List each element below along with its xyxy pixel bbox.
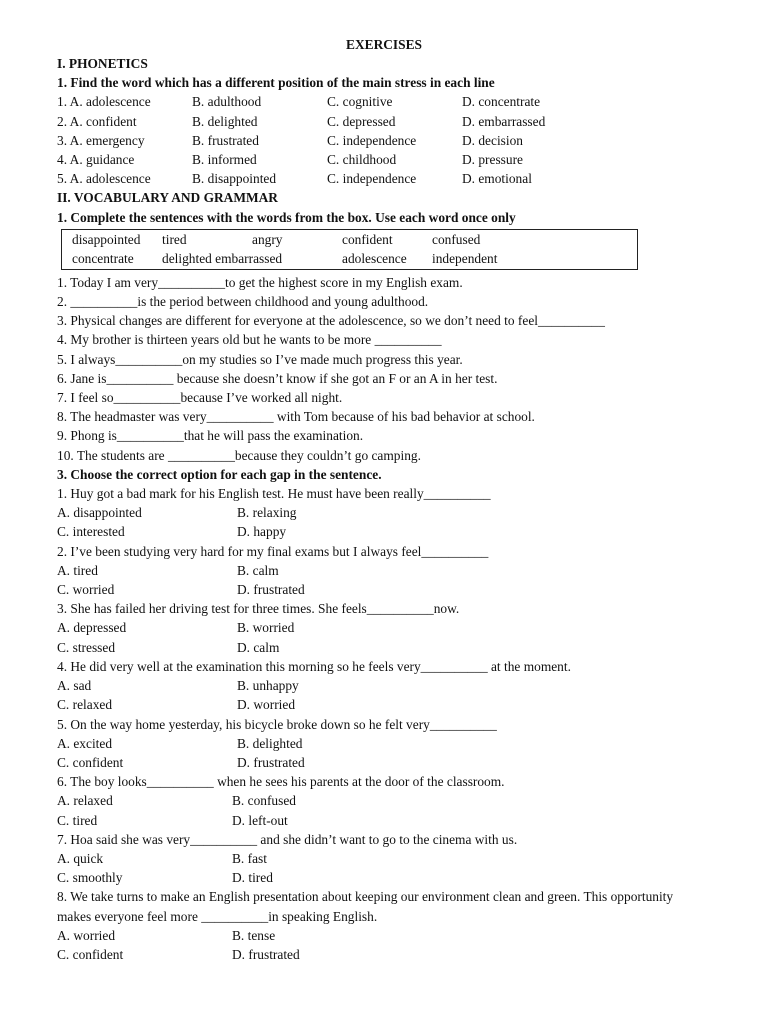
option-row — [57, 638, 707, 657]
option: C. confident — [57, 946, 124, 962]
box-word: disappointed — [72, 231, 141, 247]
option-a: 3. A. emergency — [57, 132, 145, 148]
option: A. quick — [57, 850, 104, 866]
question: 4. He did very well at the examination this morning so he feels very__________ at the moment. — [57, 658, 571, 674]
option: B. fast — [232, 850, 267, 866]
gap-sentence: 2. __________is the period between childhood and young adulthood. — [57, 294, 429, 310]
option-d: D. concentrate — [462, 94, 541, 110]
option-a: 4. A. guidance — [57, 152, 135, 168]
option-c: C. cognitive — [327, 94, 393, 110]
option: D. happy — [237, 524, 287, 540]
box-word: adolescence — [342, 250, 407, 266]
option: A. tired — [57, 562, 98, 578]
option-row — [57, 868, 707, 887]
gap-sentence: 10. The students are __________because they couldn’t go camping. — [57, 447, 421, 463]
box-word: concentrate — [72, 250, 134, 266]
option-d: D. pressure — [462, 152, 523, 168]
option-row — [57, 695, 707, 714]
stress-row — [57, 92, 707, 111]
option: A. sad — [57, 678, 92, 694]
option: B. confused — [232, 793, 296, 809]
question: 5. On the way home yesterday, his bicycle broke down so he felt very__________ — [57, 716, 497, 732]
question: 2. I’ve been studying very hard for my final exams but I always feel__________ — [57, 543, 489, 559]
option: D. frustrated — [237, 754, 305, 770]
option-row — [57, 561, 707, 580]
page-title: EXERCISES — [346, 37, 422, 52]
option: B. delighted — [237, 735, 303, 751]
stress-row — [57, 150, 707, 169]
question: 7. Hoa said she was very__________ and she didn’t want to go to the cinema with us. — [57, 831, 518, 847]
box-word: confused — [432, 231, 481, 247]
option: D. left-out — [232, 812, 288, 828]
stress-row — [57, 131, 707, 150]
option-a: 5. A. adolescence — [57, 171, 151, 187]
option: D. frustrated — [237, 582, 305, 598]
gap-sentence: 6. Jane is__________ because she doesn’t know if she got an F or an A in her test. — [57, 370, 498, 386]
question: 6. The boy looks__________ when he sees his parents at the door of the classroom. — [57, 774, 505, 790]
option: D. frustrated — [232, 946, 300, 962]
option-c: C. independence — [327, 171, 417, 187]
option-row — [57, 791, 707, 810]
gap-sentence: 8. The headmaster was very__________ with Tom because of his bad behavior at school. — [57, 409, 535, 425]
option-row — [57, 522, 707, 541]
option: A. excited — [57, 735, 113, 751]
option: A. worried — [57, 927, 116, 943]
option: B. worried — [237, 620, 295, 636]
option-d: D. embarrassed — [462, 113, 546, 129]
option: D. worried — [237, 697, 296, 713]
option: C. confident — [57, 754, 124, 770]
gap-sentence: 5. I always__________on my studies so I’ve made much progress this year. — [57, 351, 463, 367]
gap-sentence: 1. Today I am very__________to get the highest score in my English exam. — [57, 274, 463, 290]
option-c: C. independence — [327, 132, 417, 148]
option-c: C. depressed — [327, 113, 396, 129]
option-row — [57, 618, 707, 637]
option: C. smoothly — [57, 870, 123, 886]
option-d: D. decision — [462, 132, 523, 148]
option: C. interested — [57, 524, 125, 540]
option: A. relaxed — [57, 793, 113, 809]
question: 1. Huy got a bad mark for his English test. He must have been really__________ — [57, 486, 491, 502]
box-word: delighted embarrassed — [162, 250, 283, 266]
option-c: C. childhood — [327, 152, 397, 168]
option-b: B. adulthood — [192, 94, 262, 110]
option: A. depressed — [57, 620, 127, 636]
option: B. calm — [237, 562, 279, 578]
option-row — [57, 849, 707, 868]
box-word: angry — [252, 231, 283, 247]
option-row — [57, 676, 707, 695]
option: A. disappointed — [57, 505, 142, 521]
option: C. tired — [57, 812, 98, 828]
option-b: B. frustrated — [192, 132, 259, 148]
option-d: D. emotional — [462, 171, 532, 187]
option: B. tense — [232, 927, 276, 943]
word-box — [61, 229, 638, 270]
option-row — [57, 580, 707, 599]
gap-sentence: 3. Physical changes are different for everyone at the adolescence, so we don’t need to feel__________ — [57, 313, 605, 329]
section-phonetics-heading: I. PHONETICS — [57, 56, 148, 71]
option-row — [57, 926, 707, 945]
option: D. calm — [237, 639, 280, 655]
stress-row — [57, 112, 707, 131]
question: 3. She has failed her driving test for three times. She feels__________now. — [57, 601, 460, 617]
option: C. stressed — [57, 639, 116, 655]
option-row — [57, 734, 707, 753]
gap-sentence: 4. My brother is thirteen years old but he wants to be more __________ — [57, 332, 442, 348]
option-b: B. delighted — [192, 113, 258, 129]
question: 8. We take turns to make an English presentation about keeping our environment clean and green. This opportunity makes everyone feel more __________in speaking English. — [57, 889, 674, 924]
box-word: confident — [342, 231, 393, 247]
option: C. worried — [57, 582, 115, 598]
option-row — [57, 753, 707, 772]
phonetics-task: 1. Find the word which has a different position of the main stress in each line — [57, 75, 495, 91]
option-row — [57, 945, 707, 964]
box-word: independent — [432, 250, 498, 266]
vocabulary-task: 1. Complete the sentences with the words from the box. Use each word once only — [57, 209, 516, 225]
option-b: B. disappointed — [192, 171, 277, 187]
section-vocabulary-heading: II. VOCABULARY AND GRAMMAR — [57, 190, 278, 206]
option: C. relaxed — [57, 697, 113, 713]
box-word: tired — [162, 231, 187, 247]
option-b: B. informed — [192, 152, 257, 168]
option-a: 1. A. adolescence — [57, 94, 151, 110]
stress-row — [57, 169, 707, 188]
gap-sentence: 7. I feel so__________because I’ve worked all night. — [57, 390, 343, 406]
option: B. relaxing — [237, 505, 297, 521]
multiple-choice-task: 3. Choose the correct option for each gap in the sentence. — [57, 466, 382, 482]
worksheet-content — [57, 54, 707, 964]
option: B. unhappy — [237, 678, 299, 694]
option: D. tired — [232, 870, 273, 886]
option-row — [57, 811, 707, 830]
gap-sentence: 9. Phong is__________that he will pass the examination. — [57, 428, 364, 444]
option-row — [57, 503, 707, 522]
option-a: 2. A. confident — [57, 113, 137, 129]
